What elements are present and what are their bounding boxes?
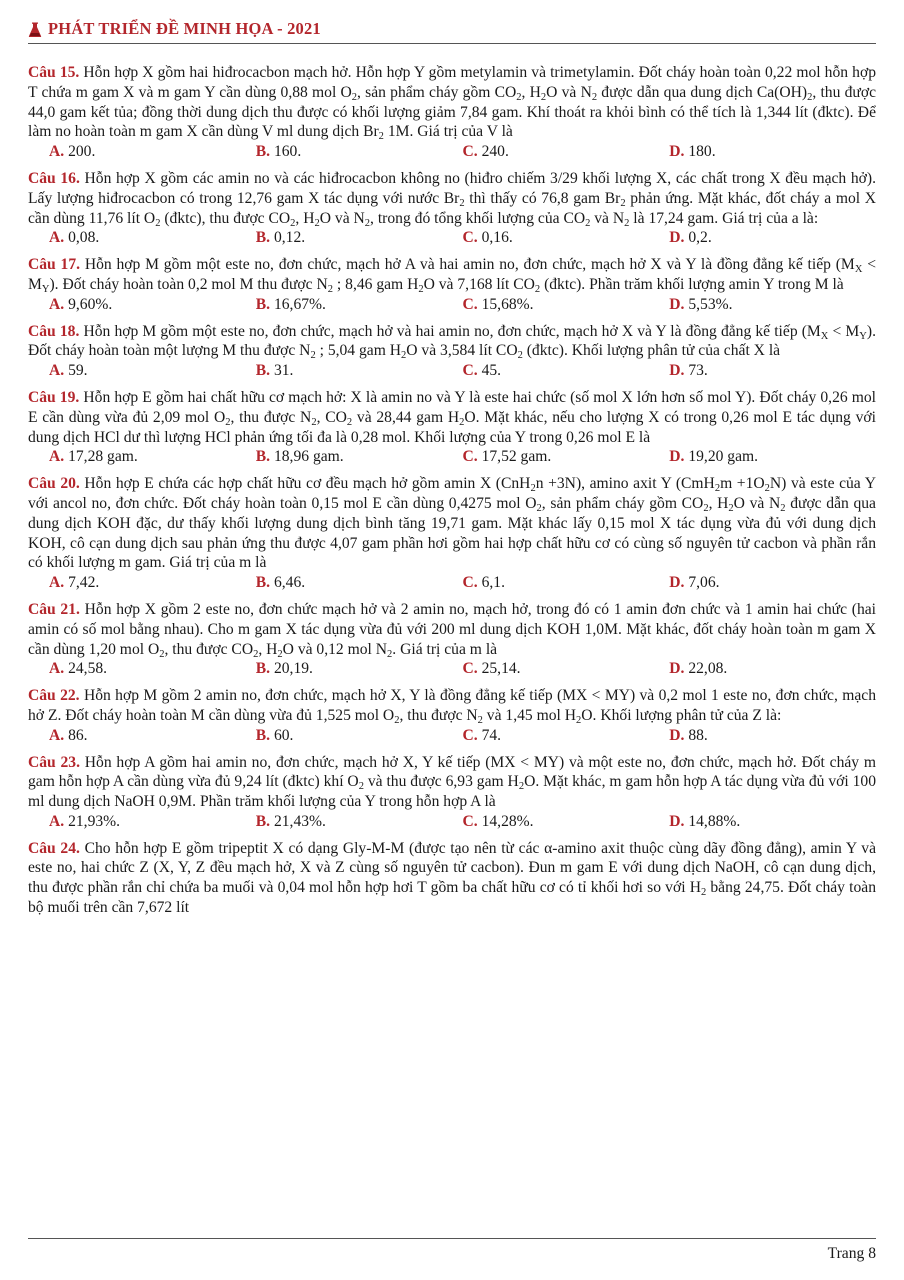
answer-option <box>463 573 670 593</box>
page-footer <box>28 1238 876 1263</box>
option-text: 59. <box>64 362 88 380</box>
option-text: 6,1. <box>477 574 505 592</box>
answer-options <box>28 659 876 679</box>
question-text <box>28 839 876 918</box>
subscript: 2 <box>253 648 259 660</box>
answer-option <box>463 447 670 467</box>
subscript: 2 <box>418 283 424 295</box>
subscript: 2 <box>155 217 161 229</box>
answer-option <box>256 295 463 315</box>
answer-options <box>28 573 876 593</box>
answer-option <box>256 573 463 593</box>
text-run: O và 7,168 lít CO <box>423 275 535 293</box>
question-text <box>28 322 876 362</box>
option-label: A. <box>49 229 65 247</box>
text-run: , H <box>295 209 315 227</box>
question-number: Câu 17. <box>28 256 81 274</box>
option-text: 18,96 gam. <box>270 448 344 466</box>
answer-option <box>669 361 876 381</box>
text-run: là 17,24 gam. Giá trị của a là: <box>629 209 819 227</box>
subscript: 2 <box>728 502 734 514</box>
option-label: B. <box>255 143 271 161</box>
subscript: 2 <box>780 502 786 514</box>
answer-option <box>49 361 256 381</box>
option-text: 9,60%. <box>64 295 113 313</box>
subscript: 2 <box>394 714 400 726</box>
text-run: O và 0,12 mol N <box>282 640 388 658</box>
option-label: C. <box>462 295 478 313</box>
answer-option <box>49 812 256 832</box>
answer-option <box>669 812 876 832</box>
answer-option <box>256 142 463 162</box>
text-run: và 1,45 mol H <box>482 706 577 724</box>
subscript: 2 <box>624 217 630 229</box>
option-text: 0,08. <box>64 229 100 247</box>
option-text: 15,68%. <box>477 295 534 313</box>
text-run: và N <box>590 209 625 227</box>
option-text: 240. <box>477 143 509 161</box>
subscript: 2 <box>591 91 598 103</box>
subscript: 2 <box>700 887 707 899</box>
subscript: 2 <box>540 91 547 103</box>
option-label: B. <box>255 726 271 744</box>
text-run: Hỗn hợp M gồm một este no, đơn chức, mạch hở và hai amin no, đơn chức, mạch hở X và Y là đồng đẳng kế tiếp (M <box>83 322 821 340</box>
option-label: B. <box>255 660 271 678</box>
subscript: 2 <box>358 781 364 793</box>
answer-option <box>669 295 876 315</box>
question-number: Câu 21. <box>28 600 80 618</box>
answer-option <box>463 295 670 315</box>
text-run: 1M. Giá trị của V là <box>383 123 513 141</box>
text-run: O. Khối lượng phân tử của Z là: <box>581 706 782 724</box>
answer-option <box>463 812 670 832</box>
question <box>28 474 876 593</box>
subscript: 2 <box>277 648 283 660</box>
answer-option <box>256 361 463 381</box>
answer-option <box>669 726 876 746</box>
text-run: Hỗn hợp A gồm hai amin no, đơn chức, mạch hở X, Y kế tiếp (MX < MY) và một este no, đơn chức, mạch hở. Đốt cháy m gam hỗn hợp A cần dùng vừa đủ 9,24 lít (đktc) khí O <box>28 753 876 791</box>
subscript: 2 <box>764 483 770 495</box>
subscript: 2 <box>536 502 542 514</box>
option-text: 180. <box>684 143 716 161</box>
option-label: C. <box>462 660 478 678</box>
text-run: được dẫn qua dung dịch Ca(OH) <box>597 83 808 101</box>
answer-option <box>463 142 670 162</box>
text-run: và 28,44 gam H <box>352 408 460 426</box>
subscript: 2 <box>534 283 541 295</box>
option-text: 0,12. <box>270 229 306 247</box>
option-label: A. <box>49 295 65 313</box>
answer-options <box>28 812 876 832</box>
option-label: D. <box>669 448 685 466</box>
text-run: , thu được 44,0 gam kết tủa; đồng thời dung dịch thu được có khối lượng giảm 7,84 gam. Khí thoát ra khỏi bình có thể tích là 1,344 lít (đktc). Để làm no hoàn toàn m gam X cần dùng V ml dung dịch Br <box>28 83 876 141</box>
option-label: B. <box>255 812 271 830</box>
text-run: Hỗn hợp E gồm hai chất hữu cơ mạch hở: X là amin no và Y là este hai chức (số mol X lớn hơn số mol Y). Đốt cháy 0,26 mol E cần dùng vừa đủ 2,09 mol O <box>28 388 877 426</box>
answer-option <box>669 447 876 467</box>
text-run: O. Mặt khác, m gam hỗn hợp A tác dụng vừa đủ với 100 ml dung dịch NaOH 0,9M. Phần trăm khối lượng của Y trong hỗn hợp A là <box>28 773 876 811</box>
text-run: Hỗn hợp E chứa các hợp chất hữu cơ đều mạch hở gồm amin X (CnH <box>84 475 531 493</box>
option-label: C. <box>462 812 478 830</box>
text-run: Hỗn hợp X gồm 2 este no, đơn chức mạch hở và 2 amin no, mạch hở, trong đó có 1 amin đơn chức và 1 amin hai chức (hai amin có số mol bằng nhau). Cho m gam X tác dụng vừa đủ với 200 ml dung dịch KOH 1,0M. Mặt khác, đốt cháy hoàn toàn m gam X cần dùng 1,20 mol O <box>28 600 877 658</box>
question-text <box>28 388 876 447</box>
answer-option <box>669 659 876 679</box>
option-text: 45. <box>477 362 502 380</box>
option-text: 7,42. <box>64 574 100 592</box>
option-text: 21,93%. <box>64 812 121 830</box>
text-run: O và 3,584 lít CO <box>406 342 518 360</box>
question-text <box>28 474 876 573</box>
text-run: (đktc). Phần trăm khối lượng amin Y trong M là <box>540 275 844 293</box>
question-text <box>28 63 876 142</box>
subscript: 2 <box>311 416 317 428</box>
option-text: 88. <box>684 726 708 744</box>
text-run: bằng 24,75. Đốt cháy toàn bộ muối trên cần 7,672 lít <box>28 879 876 917</box>
subscript: X <box>854 264 863 276</box>
option-label: A. <box>49 574 65 592</box>
question <box>28 686 876 745</box>
subscript: 2 <box>516 91 522 103</box>
option-text: 200. <box>64 143 96 161</box>
answer-option <box>49 726 256 746</box>
option-text: 14,28%. <box>477 812 534 830</box>
text-run: Hỗn hợp M gồm 2 amin no, đơn chức, mạch hở X, Y là đồng đẳng kế tiếp (MX < MY) và 0,2 mol 1 este no, đơn chức, mạch hở Z. Đốt cháy hoàn toàn M cần dùng vừa đủ 1,525 mol O <box>28 687 876 724</box>
answer-option <box>256 812 463 832</box>
text-run: n +3N), amino axit Y (CmH <box>535 475 715 493</box>
page-number: Trang 8 <box>827 1245 876 1262</box>
answer-options <box>28 726 876 746</box>
flask-icon <box>28 22 42 38</box>
answer-option <box>463 659 670 679</box>
option-text: 0,2. <box>684 229 712 247</box>
option-label: B. <box>255 448 271 466</box>
option-label: C. <box>462 574 478 592</box>
text-run: được dẫn qua dung dịch KOH đặc, dư thấy khối lượng dung dịch bình tăng 19,71 gam. Mặt khác lấy 0,15 mol X tác dụng vừa đủ với dung dịch KOH, cô cạn dung dịch sau phản ứng thu được 4,07 gam phần hơi gồm hai hợp chất hữu cơ có cùng số nguyên tử cacbon và phần rắn có khối lượng m gam. Giá trị của m là <box>28 494 876 572</box>
text-run: , thu được CO <box>164 640 254 658</box>
option-label: B. <box>255 574 271 592</box>
option-label: B. <box>255 362 271 380</box>
option-text: 31. <box>270 362 294 380</box>
answer-options <box>28 447 876 467</box>
option-label: D. <box>669 812 685 830</box>
question-number: Câu 22. <box>28 687 80 705</box>
option-text: 74. <box>477 726 502 744</box>
subscript: 2 <box>314 217 320 229</box>
option-text: 20,19. <box>270 660 313 678</box>
option-text: 21,43%. <box>270 812 326 830</box>
question <box>28 388 876 467</box>
subscript: Y <box>859 330 867 342</box>
text-run: , thu được N <box>230 408 312 426</box>
option-label: A. <box>49 143 65 161</box>
question-text <box>28 753 876 812</box>
answer-options <box>28 361 876 381</box>
text-run: ). Đốt cháy hoàn toàn 0,2 mol M thu được N <box>49 275 328 293</box>
option-text: 16,67%. <box>270 295 326 313</box>
option-label: B. <box>255 229 271 247</box>
text-run: , CO <box>316 408 347 426</box>
option-text: 14,88%. <box>684 812 741 830</box>
subscript: 2 <box>459 197 465 209</box>
text-run: Hỗn hợp X gồm các amin no và các hiđrocacbon không no (hiđro chiếm 3/29 khối lượng X, các chất trong X đều mạch hở). Lấy lượng hiđrocacbon có trong 12,76 gam X tác dụng với nước Br <box>28 169 876 207</box>
subscript: 2 <box>387 648 393 660</box>
option-label: D. <box>669 229 685 247</box>
option-label: D. <box>669 143 685 161</box>
text-run: (đktc), thu được CO <box>160 209 291 227</box>
text-run: phản ứng. Mặt khác, đốt cháy a mol X cần dùng 11,76 lít O <box>28 189 877 227</box>
answer-option <box>49 659 256 679</box>
answer-option <box>49 295 256 315</box>
subscript: 2 <box>225 416 231 428</box>
text-run: ; 8,46 gam H <box>333 275 419 293</box>
subscript: 2 <box>703 502 709 514</box>
text-run: O và N <box>733 494 781 512</box>
subscript: 2 <box>477 714 483 726</box>
option-text: 25,14. <box>477 660 521 678</box>
option-text: 60. <box>270 726 294 744</box>
subscript: Y <box>41 283 50 295</box>
subscript: 2 <box>459 416 465 428</box>
option-text: 17,52 gam. <box>477 448 552 466</box>
answer-option <box>463 228 670 248</box>
option-text: 73. <box>684 362 708 380</box>
option-label: A. <box>49 812 65 830</box>
question-number: Câu 19. <box>28 388 80 406</box>
question-number: Câu 20. <box>28 475 80 493</box>
question <box>28 169 876 248</box>
option-text: 24,58. <box>64 660 108 678</box>
answer-option <box>49 228 256 248</box>
subscript: 2 <box>620 197 626 209</box>
subscript: 2 <box>518 781 525 793</box>
subscript: 2 <box>159 648 165 660</box>
text-run: < M <box>28 256 877 293</box>
text-run: Hỗn hợp X gồm hai hiđrocacbon mạch hở. Hỗn hợp Y gồm metylamin và trimetylamin. Đốt cháy hoàn toàn 0,22 mol hỗn hợp T chứa m gam X và m gam Y cần dùng 0,88 mol O <box>28 64 876 101</box>
question <box>28 255 876 314</box>
question-number: Câu 24. <box>28 839 80 857</box>
option-text: 0,16. <box>477 229 513 247</box>
option-label: C. <box>462 726 478 744</box>
option-text: 5,53%. <box>684 295 733 313</box>
option-label: D. <box>669 574 685 592</box>
page-header <box>28 18 876 44</box>
question-number: Câu 16. <box>28 169 80 187</box>
question <box>28 600 876 679</box>
text-run: , thu được N <box>399 706 478 724</box>
text-run: Cho hỗn hợp E gồm tripeptit X có dạng Gly-M-M (được tạo nên từ các α-amino axit thuộc cùng dãy đồng đẳng), amin Y và este no, hai chức Z (X, Y, Z đều mạch hở, X và Z cùng số nguyên tử cacbon). Đun m gam E với dung dịch NaOH, cô cạn dung dịch, thu được phần rắn chỉ chứa ba muối và 0,04 mol hỗn hợp hơi T gồm ba chất hữu cơ có tỉ khối hơi so với H <box>28 839 876 897</box>
option-label: D. <box>669 362 685 380</box>
text-run: m +1O <box>720 475 765 493</box>
subscript: 2 <box>530 483 536 495</box>
subscript: 2 <box>290 217 296 229</box>
text-run: O và N <box>319 209 365 227</box>
question <box>28 753 876 832</box>
question-number: Câu 18. <box>28 322 80 340</box>
option-label: A. <box>49 660 65 678</box>
answer-option <box>49 447 256 467</box>
subscript: 2 <box>585 217 591 229</box>
question-number: Câu 23. <box>28 753 81 771</box>
answer-option <box>463 361 670 381</box>
text-run: Hỗn hợp M gồm một este no, đơn chức, mạch hở A và hai amin no, đơn chức, mạch hở X và Y là đồng đẳng kế tiếp (M <box>84 256 855 274</box>
option-label: A. <box>49 448 65 466</box>
answer-option <box>669 142 876 162</box>
answer-option <box>49 142 256 162</box>
option-label: A. <box>49 362 65 380</box>
text-run: , H <box>708 494 729 512</box>
option-label: C. <box>462 448 478 466</box>
option-text: 19,20 gam. <box>684 448 759 466</box>
question-text <box>28 169 876 228</box>
subscript: 2 <box>714 483 721 495</box>
option-text: 160. <box>270 143 302 161</box>
text-run: N) và este của Y với ancol no, đơn chức. Đốt cháy hoàn toàn 0,15 mol E cần dùng 0,4275 mol O <box>28 475 876 512</box>
text-run: và thu được 6,93 gam H <box>363 773 519 791</box>
question-text <box>28 686 876 726</box>
option-label: C. <box>462 143 478 161</box>
text-run: , trong đó tổng khối lượng của CO <box>370 209 586 227</box>
question <box>28 839 876 918</box>
text-run: , sản phẩm cháy gồm CO <box>357 83 517 101</box>
question-number: Câu 15. <box>28 64 80 81</box>
option-text: 6,46. <box>270 574 306 592</box>
text-run: . Giá trị của m là <box>392 640 498 658</box>
option-label: D. <box>669 660 685 678</box>
subscript: 2 <box>364 217 371 229</box>
answer-options <box>28 228 876 248</box>
answer-option <box>669 573 876 593</box>
text-run: (đktc). Khối lượng phân tử của chất X là <box>522 342 781 360</box>
text-run: ; 5,04 gam H <box>315 342 402 360</box>
text-run: O. Mặt khác, nếu cho lượng X có trong 0,26 mol E tác dụng với dung dịch HCl dư thì lượng HCl phản ứng tối đa là 0,28 mol. Khối lượng của Y trong 0,26 mol E là <box>28 408 876 446</box>
option-text: 17,28 gam. <box>64 448 138 466</box>
answer-options <box>28 142 876 162</box>
subscript: 2 <box>346 416 353 428</box>
answer-option <box>256 228 463 248</box>
subscript: 2 <box>401 350 407 362</box>
text-run: , H <box>521 83 541 101</box>
text-run: ). Đốt cháy hoàn toàn một lượng M thu được N <box>28 322 876 360</box>
text-run: < M <box>828 322 860 340</box>
text-run: O và N <box>546 83 592 101</box>
subscript: 2 <box>517 350 523 362</box>
option-label: C. <box>462 362 478 380</box>
answer-option <box>669 228 876 248</box>
subscript: 2 <box>378 131 384 143</box>
text-run: , H <box>258 640 278 658</box>
subscript: 2 <box>807 91 813 103</box>
answer-options <box>28 295 876 315</box>
answer-option <box>463 726 670 746</box>
answer-option <box>256 659 463 679</box>
question-text <box>28 255 876 295</box>
subscript: 2 <box>576 714 582 726</box>
option-label: C. <box>462 229 478 247</box>
subscript: X <box>820 330 829 342</box>
option-text: 22,08. <box>684 660 728 678</box>
option-label: B. <box>255 295 271 313</box>
option-text: 7,06. <box>684 574 720 592</box>
question <box>28 63 876 162</box>
subscript: 2 <box>310 350 316 362</box>
option-label: D. <box>669 726 685 744</box>
option-label: D. <box>669 295 685 313</box>
answer-option <box>256 726 463 746</box>
text-run: thì thấy có 76,8 gam Br <box>464 189 621 207</box>
answer-option <box>49 573 256 593</box>
question <box>28 322 876 381</box>
text-run: , sản phẩm cháy gồm CO <box>541 494 704 512</box>
option-label: A. <box>49 726 65 744</box>
answer-option <box>256 447 463 467</box>
subscript: 2 <box>351 91 358 103</box>
subscript: 2 <box>327 283 334 295</box>
header-title: PHÁT TRIỂN ĐỀ MINH HỌA - 2021 <box>48 19 321 38</box>
question-text <box>28 600 876 659</box>
question-list <box>28 63 876 925</box>
option-text: 86. <box>64 726 88 744</box>
